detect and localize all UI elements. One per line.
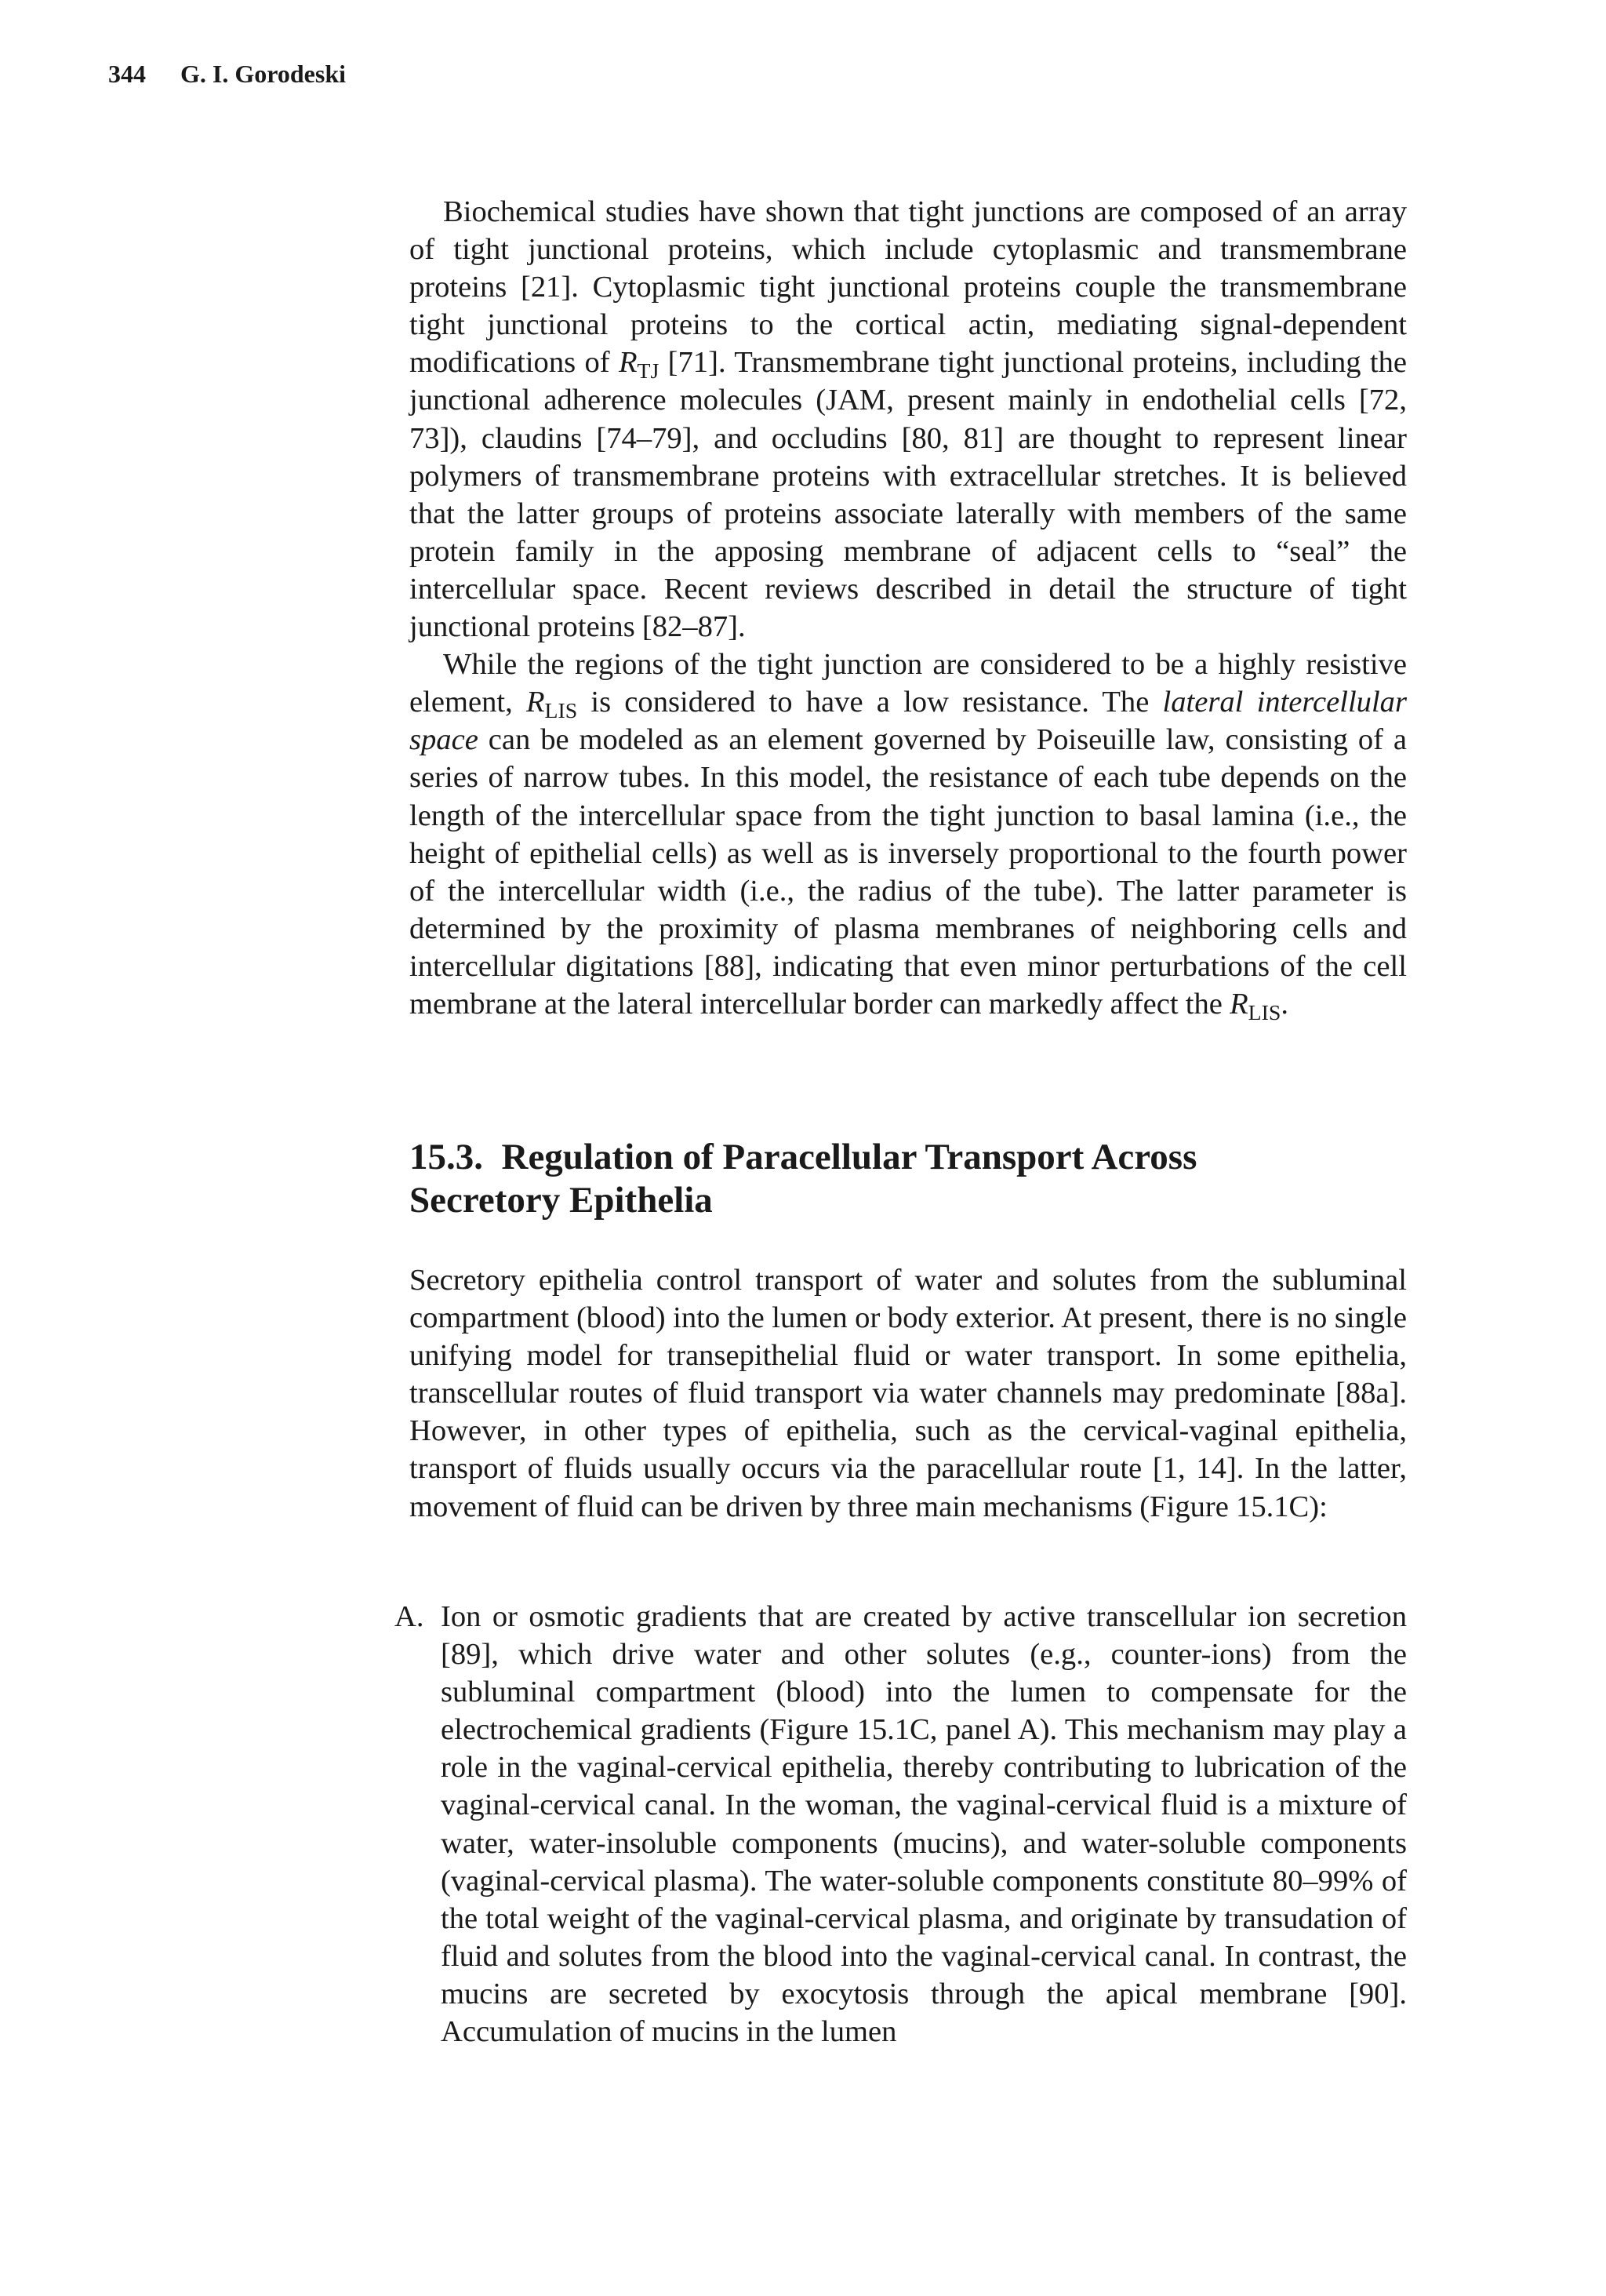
page-number: 344 [108,60,146,88]
section-heading [409,1136,1407,1222]
list-marker: A. [394,1600,424,1633]
author-name: G. I. Gorodeski [180,60,346,88]
running-head [108,60,346,89]
paragraph-secretory-epithelia: Secretory epithelia control transport of water and solutes from the subluminal compartment (blood) into the lumen or body exterior. At present, there is no single unifying model for transepithelial fluid or water transport. In some epithelia, transcellular routes of fluid transport via water channels may predominate [88a]. However, in other types of epithelia, such as the cervical-vaginal epithelia, transport of fluids usually occurs via the paracellular route [1, 14]. In the latter, movement of fluid can be driven by three main mechanisms (Figure 15.1C): [409,1264,1407,1523]
paragraph-tight-junction-proteins: Biochemical studies have shown that tight junctions are composed of an array of tight junctional proteins, which include cytoplasmic and transmembrane proteins [21]. Cytoplasmic tight junctional proteins couple the transmembrane tight junctional proteins to the cortical actin, mediating signal-dependent modifications of $R_{TJ}$ [71]. Transmembrane tight junctional proteins, including the junctional adherence molecules (JAM, present mainly in endothelial cells [72, 73]), claudins [74–79], and occludins [80, 81] are thought to represent linear polymers of transmembrane proteins with extracellular stretches. It is believed that the latter groups of proteins associate laterally with members of the same protein family in the apposing membrane of adjacent cells to “seal” the intercellular space. Recent reviews described in detail the structure of tight junctional proteins [82–87]. [409,195,1407,644]
section-number: 15.3. [409,1137,483,1177]
section-title-line1: Regulation of Paracellular Transport Across [501,1137,1197,1177]
section-title-line2: Secretory Epithelia [409,1180,713,1221]
list-item-text: Ion or osmotic gradients that are created by active transcellular ion secretion [89], which drive water and other solutes (e.g., counter-ions) from the subluminal compartment (blood) into the lumen to compensate for the electrochemical gradients (Figure 15.1C, panel A). This mechanism may play a role in the vaginal-cervical epithelia, thereby contributing to lubrication of the vaginal-cervical canal. In the woman, the vaginal-cervical fluid is a mixture of water, water-insoluble components (mucins), and water-soluble components (vaginal-cervical plasma). The water-soluble components constitute 80–99% of the total weight of the vaginal-cervical plasma, and originate by transudation of fluid and solutes from the blood into the vaginal-cervical canal. In contrast, the mucins are secreted by exocytosis through the apical membrane [90]. Accumulation of mucins in the lumen [441,1600,1407,2049]
rlis-symbol-end: $R_{LIS}$ [1230,987,1281,1025]
body-text-upper [409,193,1407,1023]
rtj-symbol: $R_{TJ}$ [618,346,659,384]
paragraph-lateral-intercellular-space: While the regions of the tight junction are considered to be a highly resistive element, $R_{LIS}$ is considered to have a low resistance. The lateral intercellular space can be modeled as an element governed by Poiseuille law, consisting of a series of narrow tubes. In this model, the resistance of each tube depends on the length of the intercellular space from the tight junction to basal lamina (i.e., the height of epithelial cells) as well as is inversely proportional to the fourth power of the intercellular width (i.e., the radius of the tube). The latter parameter is determined by the proximity of plasma membranes of neighboring cells and intercellular digitations [88], indicating that even minor perturbations of the cell membrane at the lateral intercellular border can markedly affect the $R_{LIS}$. [409,648,1407,1025]
emphasis-term: lateral intercellular space [409,686,1407,757]
list-item [394,1598,1407,2050]
body-text-lower [409,1261,1407,1526]
mechanism-list [394,1598,1407,2050]
rlis-symbol: $R_{LIS}$ [525,686,578,723]
